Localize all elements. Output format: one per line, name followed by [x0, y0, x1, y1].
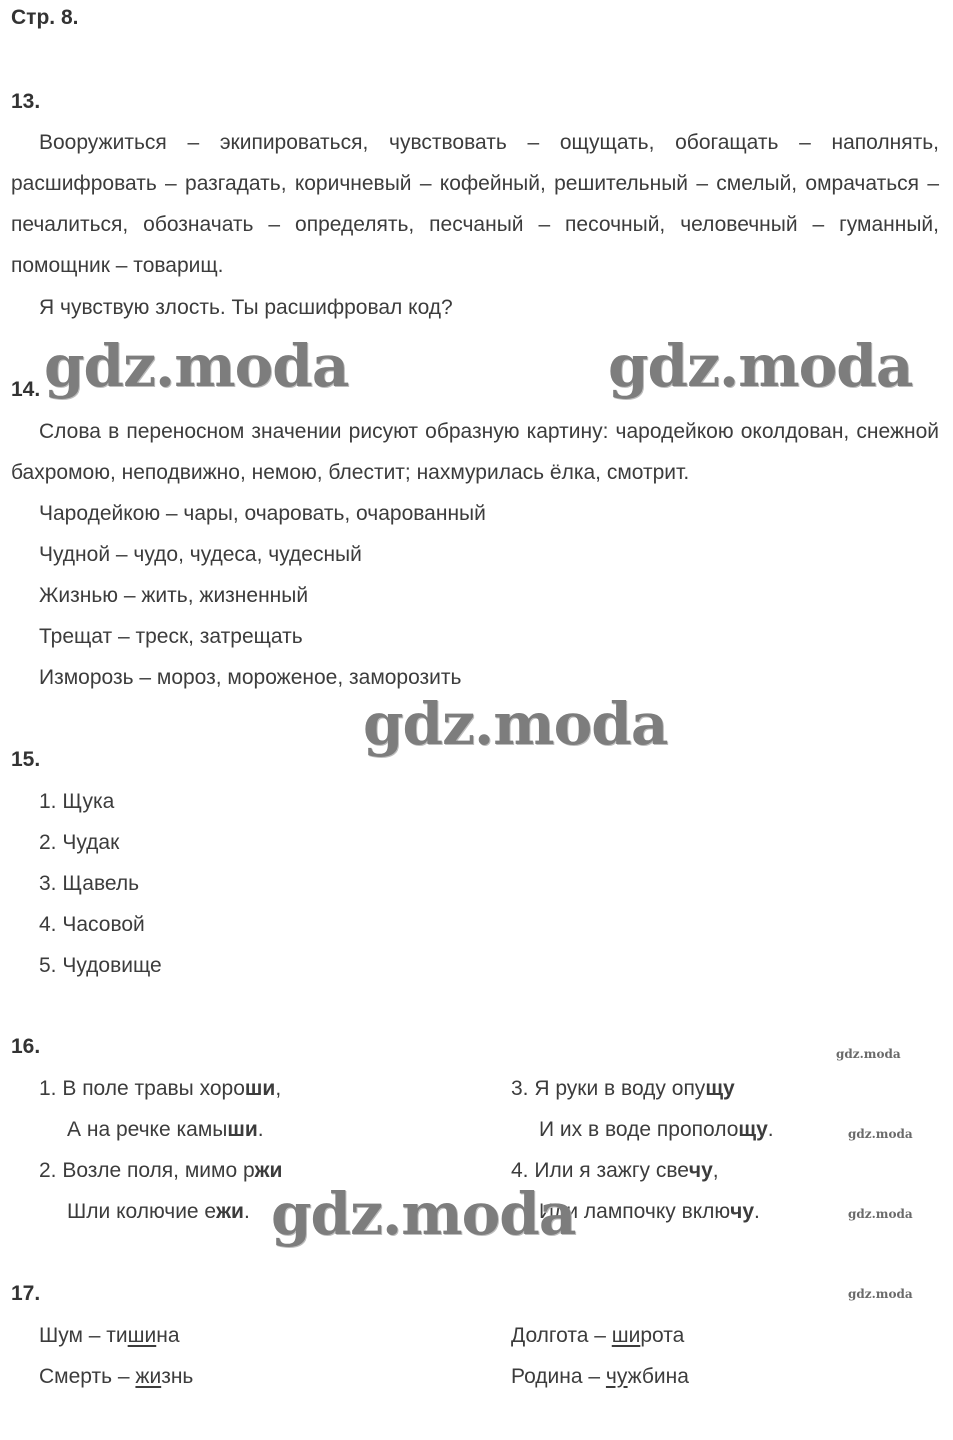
- task-15-item: 2. Чудак: [39, 831, 120, 854]
- watermark: gdz.moda: [44, 332, 349, 400]
- antonym-pair: Родина – чужбина: [511, 1365, 689, 1388]
- watermark: gdz.moda: [836, 1047, 901, 1061]
- task-15-item: 4. Часовой: [39, 913, 145, 936]
- task-14-line: Трещат – треск, затрещать: [39, 625, 303, 648]
- poem-line: А на речке камыши.: [67, 1118, 264, 1141]
- poem-line: Шли колючие ежи.: [67, 1200, 250, 1223]
- task-17-number: 17.: [11, 1282, 41, 1305]
- watermark: gdz.moda: [848, 1127, 913, 1141]
- poem-line: Или лампочку включу.: [539, 1200, 760, 1223]
- task-14-line: Жизнью – жить, жизненный: [39, 584, 309, 607]
- task-15-number: 15.: [11, 748, 41, 771]
- poem-line: 3. Я руки в воду опущу: [511, 1077, 735, 1100]
- task-14-paragraph: Слова в переносном значении рисуют образную картину: чародейкою околдован, снежной бахромою, неподвижно, немою, блестит; нахмурилась ёлка, смотрит.: [11, 420, 939, 484]
- task-15-item: 3. Щавель: [39, 872, 140, 895]
- watermark: gdz.moda: [608, 332, 913, 400]
- watermark: gdz.moda: [848, 1287, 913, 1301]
- task-16-number: 16.: [11, 1035, 41, 1058]
- poem-line: 4. Или я зажгу свечу,: [511, 1159, 719, 1182]
- watermark: gdz.moda: [848, 1207, 913, 1221]
- task-13-paragraph: Вооружиться – экипироваться, чувствовать – ощущать, обогащать – наполнять, расшифровать – разгадать, коричневый – кофейный, решительный – смелый, омрачаться – печалиться, обозначать – определять, песчаный – песочный, человечный – гуманный, помощник – товарищ.: [11, 131, 939, 277]
- antonym-pair: Смерть – жизнь: [39, 1365, 194, 1388]
- poem-line: 2. Возле поля, мимо ржи: [39, 1159, 283, 1182]
- task-13-sentences: Я чувствую злость. Ты расшифровал код?: [39, 296, 453, 319]
- task-15-item: 5. Чудовище: [39, 954, 162, 977]
- task-14-line: Изморозь – мороз, мороженое, заморозить: [39, 666, 462, 689]
- poem-line: 1. В поле травы хороши,: [39, 1077, 282, 1100]
- watermark: gdz.moda: [271, 1180, 576, 1248]
- antonym-pair: Шум – тишина: [39, 1324, 180, 1347]
- task-14-line: Чудной – чудо, чудеса, чудесный: [39, 543, 362, 566]
- task-15-item: 1. Щука: [39, 790, 115, 813]
- page-header: Стр. 8.: [11, 6, 79, 29]
- task-14-number: 14.: [11, 378, 41, 401]
- watermark: gdz.moda: [363, 690, 668, 758]
- poem-line: И их в воде прополощу.: [539, 1118, 774, 1141]
- task-13-number: 13.: [11, 90, 41, 113]
- task-14-line: Чародейкою – чары, очаровать, очарованный: [39, 502, 486, 525]
- antonym-pair: Долгота – широта: [511, 1324, 685, 1347]
